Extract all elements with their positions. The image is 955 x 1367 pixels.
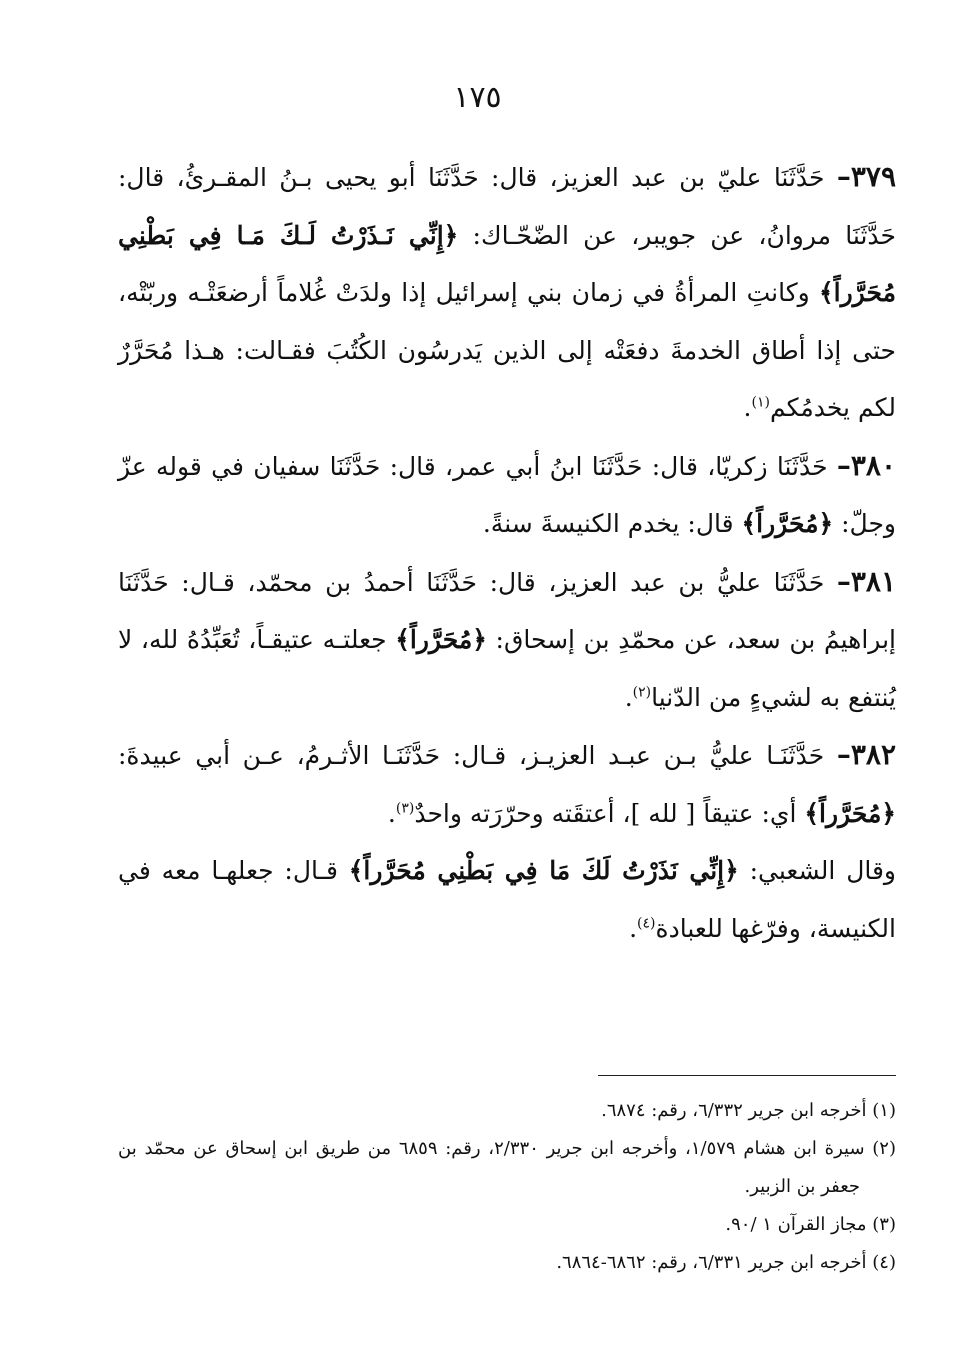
footnote-ref: (٤) — [637, 915, 656, 932]
paragraph-text: حَدَّثَنَا عليُّ بن عبد العزيز، قال: حَدَّثَنَا أحمدُ بن محمّد، قـال: حَدَّثَنَا إبراهيمُ بن سعد، عن محمّدِ بن إسحاق: — [118, 567, 896, 654]
hadith-dash: – — [836, 160, 851, 193]
quran-verse: ﴿إِنِّي نَذَرْتُ لَكَ مَا فِي بَطْنِي مُحَرَّراً﴾ — [348, 856, 739, 885]
footnote: (٢) سيرة ابن هشام ١/٥٧٩، وأخرجه ابن جرير ٢/٣٣٠، رقم: ٦٨٥٩ من طريق ابن إسحاق عن محمّد بن جعفر بن الزبير. — [118, 1138, 896, 1197]
hadith-number: ٣٨٢ — [850, 738, 896, 771]
paragraph-text: حَدَّثَنَـا عليُّ بـن عبـد العزيـز، قـال: حَدَّثَنَـا الأثـرمُ، عـن أبي عبيدةَ: — [118, 741, 837, 770]
footnotes — [118, 1092, 896, 1282]
quran-verse: ﴿مُحَرَّراً﴾ — [395, 625, 487, 654]
footnote-ref: (٢) — [632, 684, 652, 701]
commentary-paragraph — [118, 842, 896, 957]
paragraph-text: وقال الشعبي: — [738, 856, 897, 885]
page-number: ١٧٥ — [453, 80, 502, 115]
footnote-ref: (١) — [751, 394, 770, 411]
paragraph-text: حَدَّثَنَا زكريّا، قال: حَدَّثَنَا ابنُ أبي عمر، قال: حَدَّثَنَا سفيان في قوله عزّ وجلّ: — [118, 451, 896, 538]
hadith-paragraph — [118, 437, 896, 553]
hadith-number: ٣٧٩ — [850, 160, 896, 193]
quran-verse: ﴿مُحَرَّراً﴾ — [741, 509, 834, 538]
paragraph-text: جعلتـه عتيقـاً، تُعَبِّدُهُ لله، لا يُنتفع به لشيءٍ من الدّنيا — [118, 625, 896, 712]
footnote-ref: (٣) — [395, 800, 415, 817]
hadith-paragraph — [118, 726, 896, 842]
footnote-separator — [598, 1075, 896, 1076]
hadith-number: ٣٨٠ — [850, 448, 896, 482]
hadith-paragraph — [118, 148, 896, 437]
quran-verse: ﴿مُحَرَّراً﴾ — [804, 798, 896, 828]
paragraph-text: حَدَّثَنَا عليّ بن عبد العزيز، قال: حَدَّثَنَا أبو يحيى بـنُ المقـرئُ، قال: حَدَّثَنَا مروانُ، عن جويبر، عن الضّحّـاك: — [118, 163, 896, 250]
paragraph-text: وكانتِ المرأةُ في زمان بني إسرائيل إذا ولدَتْ غُلاماً أرضعَتْـه وربّتْه، حتى إذا أطاق الخدمةَ دفعَتْه إلى الذين يَدرسُون الكُتُبَ فقـالت: هـذا مُحَرَّرٌ لكم يخدمُكم — [118, 278, 896, 422]
hadith-dash: – — [836, 448, 851, 482]
footnote: (٣) مجاز القرآن ١ /٩٠. — [725, 1214, 896, 1235]
paragraph-text: أي: عتيقاً [ لله ]، أعتقَته وحرّرَته واحدٌ — [414, 798, 805, 828]
paragraph-text: . — [624, 682, 633, 712]
hadith-number: ٣٨١ — [850, 564, 896, 598]
quran-verse: ﴿إِنِّي نَـذَرْتُ لَـكَ مَـا فِي بَطْنِي مُحَرَّراً﴾ — [118, 220, 896, 307]
hadith-dash: – — [836, 738, 851, 771]
paragraph-text: . — [743, 393, 752, 422]
hadith-dash: – — [836, 564, 851, 598]
paragraph-text: . — [387, 798, 396, 828]
footnote: (١) أخرجه ابن جرير ٦/٣٣٢، رقم: ٦٨٧٤. — [601, 1100, 896, 1121]
hadith-paragraph — [118, 553, 896, 727]
paragraph-text: . — [629, 913, 638, 943]
paragraph-text: قـال: جعلهـا معه في الكنيسة، وفرّغها للعبادة — [118, 856, 896, 943]
paragraph-text: قال: يخدم الكنيسةَ سنةً. — [482, 509, 742, 538]
main-text — [118, 148, 896, 957]
footnote: (٤) أخرجه ابن جرير ٦/٣٣١، رقم: ٦٨٦٢-٦٨٦٤. — [556, 1252, 896, 1273]
